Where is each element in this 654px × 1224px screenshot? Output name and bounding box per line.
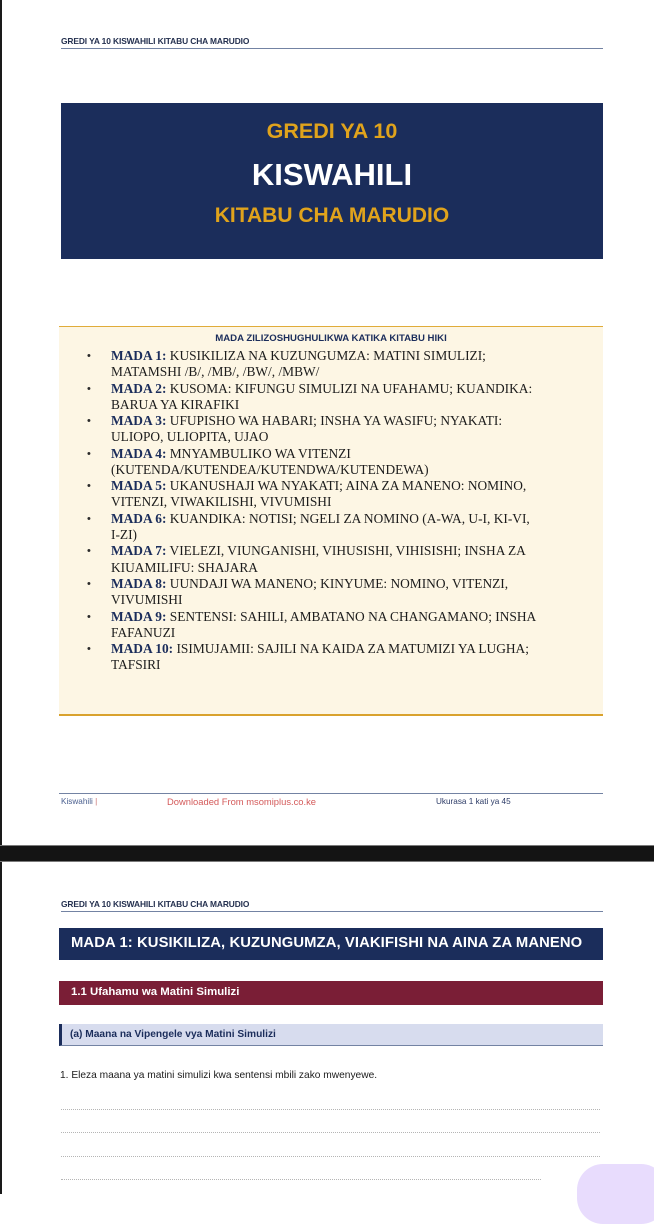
topic-text-cont: TAFSIRI [111,657,161,673]
footer-subject-text: Kiswahili [61,797,93,806]
topics-box [59,326,603,716]
topic-text: KUSIKILIZA NA KUZUNGUMZA: MATINI SIMULIZI; [166,348,486,363]
topic-item [59,413,591,445]
footer-source-link[interactable]: Downloaded From msomiplus.co.ke [167,796,317,807]
bullet-icon: • [87,447,91,460]
topic-text: KUSOMA: KIFUNGU SIMULIZI NA UFAHAMU; KUANDIKA: [166,380,533,396]
topic-item [59,576,591,608]
topic-text-cont: VIVUMISHI [111,592,183,608]
topic-text: SENTENSI: SAHILI, AMBATANO NA CHANGAMANO; INSHA [166,608,537,624]
answer-line [61,1109,600,1110]
bullet-icon: • [87,643,91,656]
title-book: KITABU CHA MARUDIO [214,204,450,227]
topic-label: MADA 7: [111,543,167,559]
page-footer [59,793,603,811]
topic-text: UUNDAJI WA MANENO; KINYUME: NOMINO, VITENZI, [166,576,509,592]
topic-label: MADA 8: [111,576,167,592]
topic-text-cont: KIUAMILIFU: SHAJARA [111,559,258,575]
title-subject: KISWAHILI [251,157,413,192]
answer-line [61,1156,600,1157]
topic-label: MADA 2: [111,380,167,396]
bullet-icon: • [87,415,91,428]
running-header: GREDI YA 10 KISWAHILI KITABU CHA MARUDIO [61,36,603,49]
topic-item [59,641,591,673]
topic-text: UKANUSHAJI WA NYAKATI; AINA ZA MANENO: NOMINO, [166,478,527,494]
answer-line [61,1179,541,1180]
page-separator [0,845,654,862]
topic-text-cont: ULIOPO, ULIOPITA, UJAO [111,429,269,445]
subsection-heading [59,981,603,1005]
topic-item [59,478,591,510]
topic-text: KUANDIKA: NOTISI; NGELI ZA NOMINO (A-WA, U-I, KI-VI, [166,510,530,526]
question-text: 1. Eleza maana ya matini simulizi kwa sentensi mbili zako mwenyewe. [60,1070,378,1081]
topic-label: MADA 9: [111,608,167,624]
footer-separator: | [95,797,98,806]
floating-action-button[interactable] [577,1164,654,1224]
topic-text-cont: I-ZI) [111,526,138,542]
bullet-icon: • [87,350,91,362]
bullet-icon: • [87,512,91,525]
topic-text: UFUPISHO WA HABARI; INSHA YA WASIFU; NYAKATI: [166,413,503,429]
subsubsection-heading: (a) Maana na Vipengele vya Matini Simulizi [59,1024,603,1046]
topic-item [59,348,591,380]
topic-text-cont: BARUA YA KIRAFIKI [111,396,240,412]
topic-label: MADA 3: [111,413,167,429]
topics-heading: MADA ZILIZOSHUGHULIKWA KATIKA KITABU HIKI [215,333,447,344]
answer-line [61,1132,600,1133]
topic-text-cont: FAFANUZI [111,624,176,640]
topic-item [59,511,591,543]
topic-label: MADA 1: [111,348,167,363]
topic-text-cont: (KUTENDA/KUTENDEA/KUTENDWA/KUTENDEWA) [111,461,429,477]
topic-label: MADA 6: [111,510,167,526]
bullet-icon: • [87,578,91,591]
topics-list [59,348,591,674]
topic-text: MNYAMBULIKO WA VITENZI [166,445,351,461]
footer-subject [61,797,97,806]
footer-page-number: Ukurasa 1 kati ya 45 [436,797,511,806]
bullet-icon: • [87,545,91,558]
topic-text-cont: MATAMSHI /B/, /MB/, /BW/, /MBW/ [111,364,320,380]
topic-item [59,381,591,413]
subsection-number: 1.1 [71,986,87,998]
bullet-icon: • [87,480,91,493]
topic-item [59,446,591,478]
topic-text: VIELEZI, VIUNGANISHI, VIHUSISHI, VIHISISHI; INSHA ZA [166,543,526,559]
bullet-icon: • [87,382,91,395]
title-block [61,103,603,259]
topic-label: MADA 4: [111,445,167,461]
topic-label: MADA 5: [111,478,167,494]
topic-text: ISIMUJAMII: SAJILI NA KAIDA ZA MATUMIZI YA LUGHA; [173,641,529,657]
title-grade: GREDI YA 10 [266,119,398,143]
topic-text-cont: VITENZI, VIWAKILISHI, VIVUMISHI [111,494,332,510]
running-header: GREDI YA 10 KISWAHILI KITABU CHA MARUDIO [61,899,603,912]
subsection-title: Ufahamu wa Matini Simulizi [90,986,240,998]
section-heading: MADA 1: KUSIKILIZA, KUZUNGUMZA, VIAKIFISHI NA AINA ZA MANENO [59,928,603,960]
topic-label: MADA 10: [111,641,174,657]
bullet-icon: • [87,610,91,623]
topic-item [59,609,591,641]
topic-item [59,543,591,575]
